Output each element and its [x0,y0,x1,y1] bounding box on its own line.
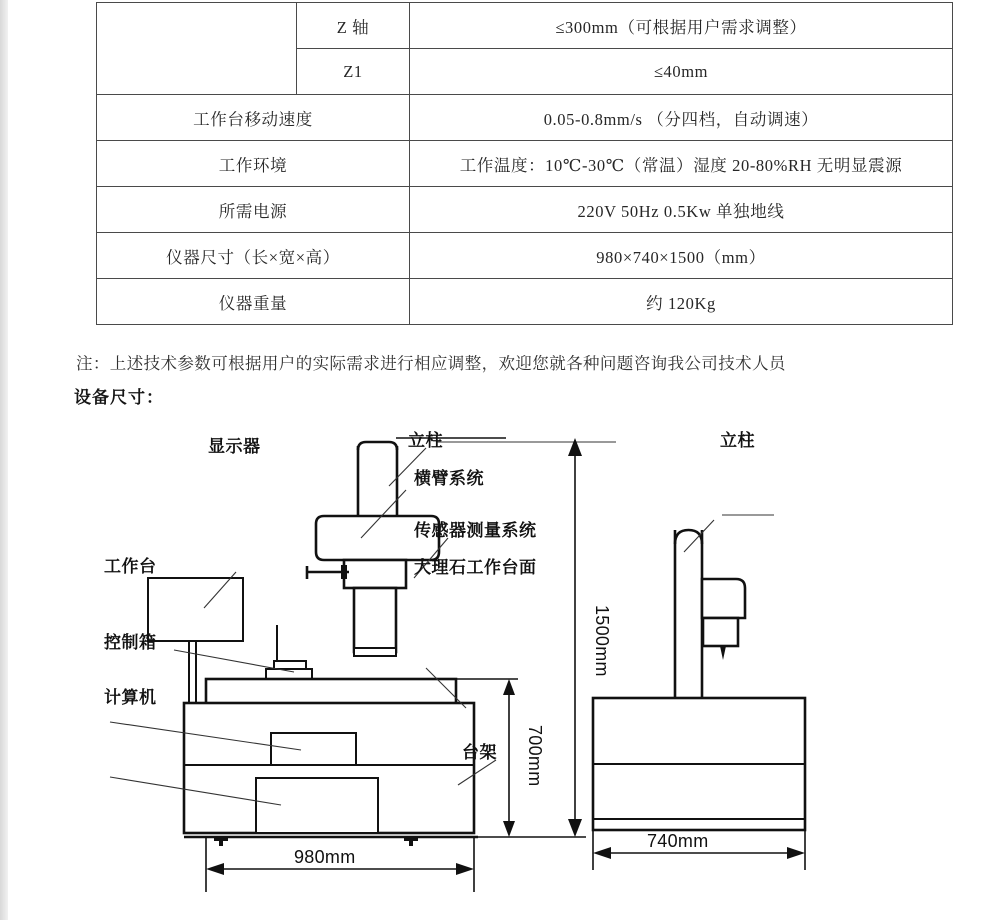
label-column-right: 立柱 [720,431,755,450]
label-monitor: 显示器 [208,437,261,456]
spec-label-weight: 仪器重量 [97,279,410,325]
spec-label-environment: 工作环境 [97,141,410,187]
spec-label-power: 所需电源 [97,187,410,233]
computer-shape [256,778,378,833]
spec-sublabel-z1: Z1 [297,49,410,95]
spec-label-dimensions: 仪器尺寸（长×宽×高） [97,233,410,279]
table-row [97,187,953,233]
left-front-view [104,430,616,892]
dimension-label-700mm: 700mm [525,725,545,787]
label-control-box: 控制箱 [104,633,157,652]
label-worktable: 工作台 [104,557,157,576]
dimension-label-1500mm: 1500mm [592,605,612,677]
section-heading-equipment-size: 设备尺寸： [74,388,164,407]
spec-label-table-speed: 工作台移动速度 [97,95,410,141]
label-column-left: 立柱 [408,431,443,450]
page-left-edge [0,0,8,920]
spec-value-environment: 工作温度：10℃-30℃（常温）湿度 20-80%RH 无明显震源 [410,141,953,187]
label-crossarm-system: 横臂系统 [414,469,484,488]
table-note: 注：上述技术参数可根据用户的实际需求进行相应调整，欢迎您就各种问题咨询我公司技术人员 [76,354,786,373]
measuring-head-shape [702,579,745,660]
spec-label-merged-blank [97,3,297,95]
cabinet-shape-right [593,698,805,830]
label-computer: 计算机 [104,688,157,707]
spec-value-z-axis: ≤300mm（可根据用户需求调整） [410,3,953,49]
label-stand: 台架 [462,743,497,762]
column-shape [358,442,397,516]
table-row [97,95,953,141]
column-shape-right [675,530,702,698]
table-row [97,279,953,325]
label-sensor-measuring-system: 传感器测量系统 [414,521,537,540]
dimension-label-740mm: 740mm [647,831,709,851]
spec-sublabel-z-axis: Z 轴 [297,3,410,49]
right-side-view [593,430,805,870]
spec-value-power: 220V 50Hz 0.5Kw 单独地线 [410,187,953,233]
spec-value-dimensions: 980×740×1500（mm） [410,233,953,279]
spec-table [96,2,953,325]
equipment-dimension-diagram [96,420,976,915]
table-row [97,3,953,49]
label-marble-worktable: 大理石工作台面 [414,558,537,577]
dimension-label-980mm: 980mm [294,847,356,867]
spec-value-weight: 约 120Kg [410,279,953,325]
stand-shape [184,703,478,846]
control-box-shape [271,733,356,765]
table-row [97,141,953,187]
table-row [97,233,953,279]
spec-value-z1: ≤40mm [410,49,953,95]
sensor-measuring-system-shape [307,560,406,656]
spec-value-table-speed: 0.05-0.8mm/s （分四档，自动调速） [410,95,953,141]
dimension-width-980 [206,837,474,892]
machine-feet [214,837,418,846]
